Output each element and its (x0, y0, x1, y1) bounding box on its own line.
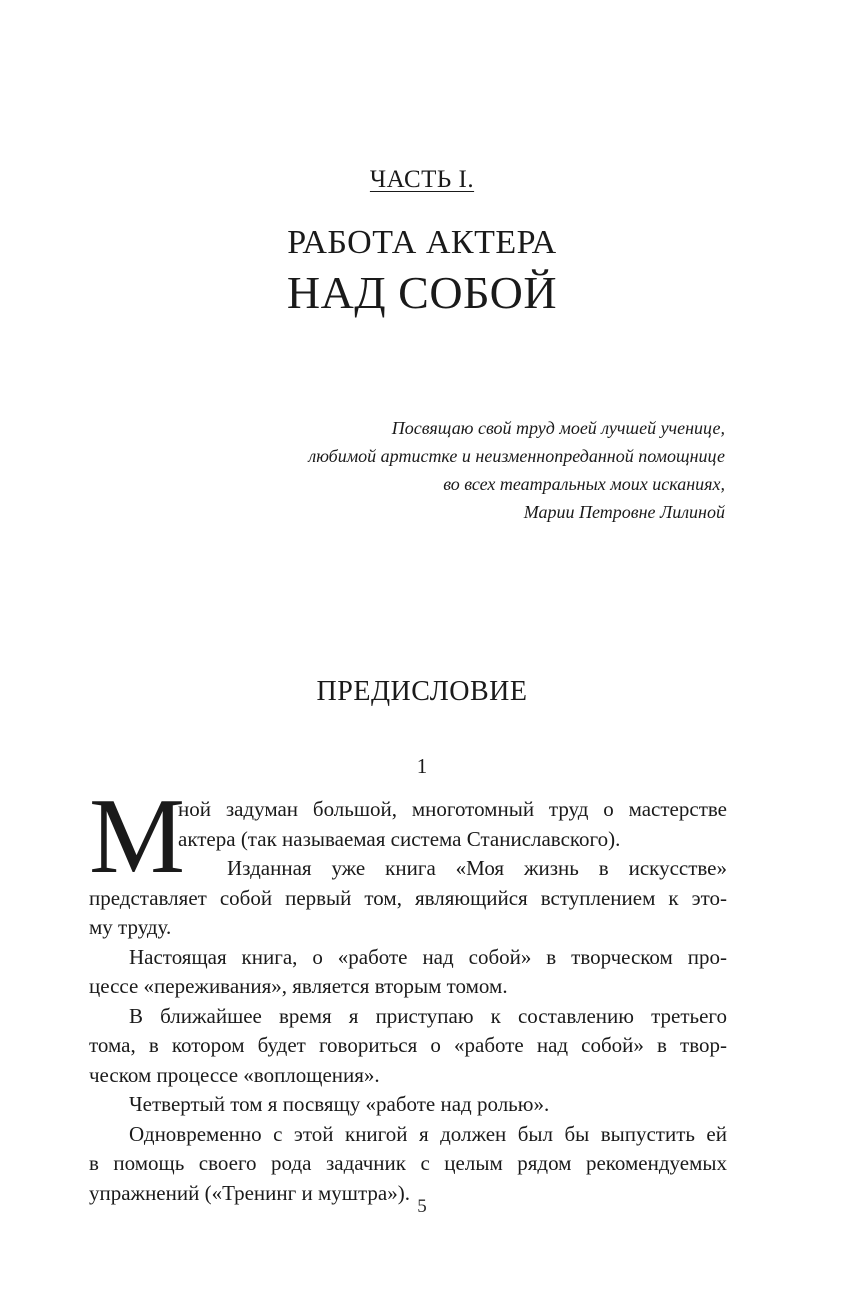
part-title-line-1: РАБОТА АКТЕРА (287, 224, 557, 261)
drop-cap: М (89, 777, 186, 896)
dedication-line: во всех театральных моих исканиях, (443, 474, 725, 494)
text-line: тома, в котором будет говориться о «работе над собой» в твор- (89, 1033, 727, 1057)
dedication (125, 414, 725, 526)
text-line: В ближайшее время я приступаю к составлению третьего (129, 1003, 727, 1028)
text-line: представляет собой первый том, являющийся вступлением к это- (89, 885, 727, 910)
text-line: цессе «переживания», является вторым томом. (89, 974, 508, 998)
part-title-line-2: НАД СОБОЙ (286, 267, 558, 318)
page-number: 5 (417, 1196, 427, 1217)
text-line: Одновременно с этой книгой я должен был бы выпустить ей (129, 1121, 727, 1146)
text-line: ческом процессе «воплощения». (89, 1062, 380, 1087)
dedication-line: Марии Петровне Лилиной (523, 502, 725, 522)
text-line: Изданная уже книга «Моя жизнь в искусстве» (227, 856, 727, 880)
preface-body (89, 777, 727, 1208)
text-line: му труду. (89, 915, 172, 939)
dedication-line: Посвящаю свой труд моей лучшей ученице, (391, 418, 725, 438)
text-line: в помощь своего рода задачник с целым рядом рекомендуемых (89, 1151, 727, 1175)
preface-heading: ПРЕДИСЛОВИЕ (316, 676, 528, 707)
text-line: ной задуман большой, многотомный труд о мастерстве (178, 797, 727, 821)
text-line: актера (так называемая система Станиславского). (178, 826, 621, 851)
dedication-line: любимой артистке и неизменнопреданной помощнице (308, 446, 725, 466)
text-line: Настоящая книга, о «работе над собой» в творческом про- (129, 944, 727, 969)
text-line: упражнений («Тренинг и муштра»). (89, 1180, 410, 1205)
part-label: ЧАСТЬ I. (369, 166, 475, 193)
section-number: 1 (416, 754, 428, 778)
text-line: Четвертый том я посвящу «работе над ролью». (129, 1092, 550, 1116)
